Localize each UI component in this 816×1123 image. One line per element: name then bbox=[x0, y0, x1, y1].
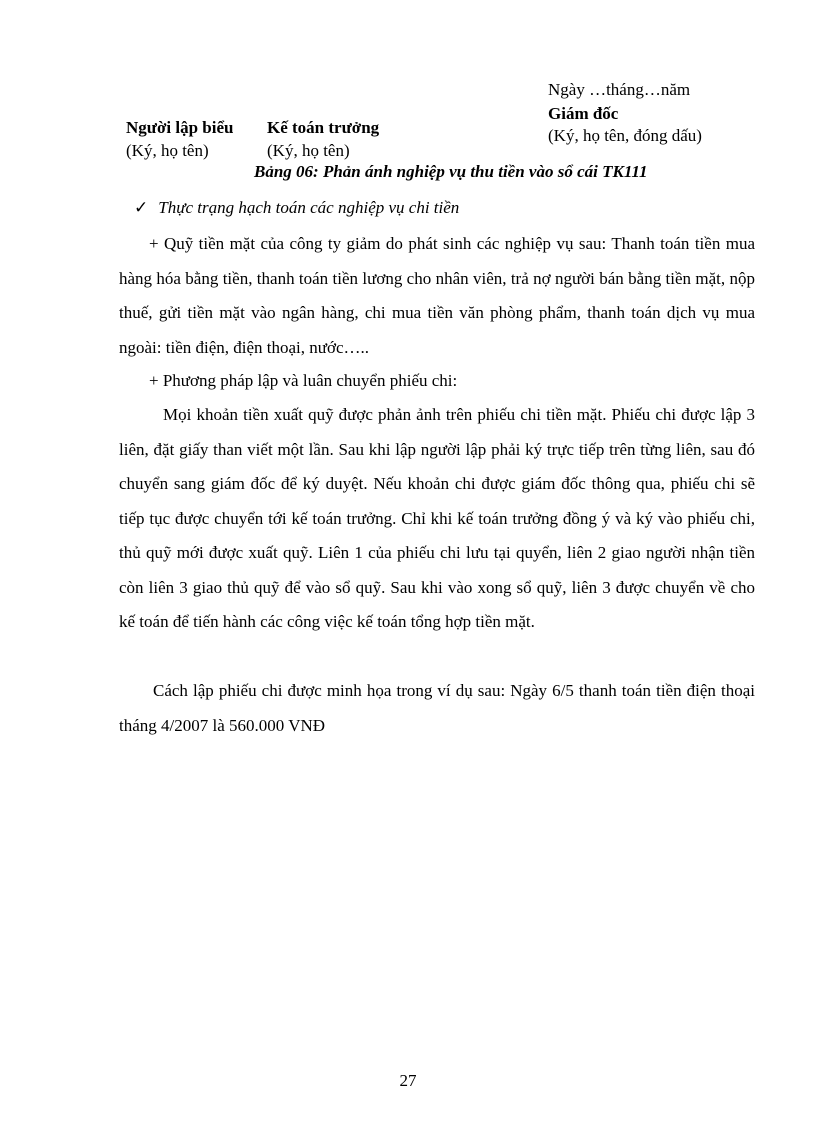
paragraph-decrease-causes: + Quỹ tiền mặt của công ty giảm do phát sinh các nghiệp vụ sau: Thanh toán tiền mua hàng hóa bằng tiền, thanh toán tiền lương cho nhân viên, trả nợ người bán bằng tiền mặt, nộp thuế, gửi tiền mặt vào ngân hàng, chi mua tiền văn phòng phẩm, thanh toán dịch vụ mua ngoài: tiền điện, điện thoại, nước….. bbox=[119, 234, 755, 357]
chief-accountant-title: Kế toán trưởng bbox=[267, 118, 380, 137]
table-caption: Bảng 06: Phản ánh nghiệp vụ thu tiền vào sổ cái TK111 bbox=[254, 162, 648, 181]
checkmark-icon: ✓ bbox=[134, 198, 149, 217]
director-title: Giám đốc bbox=[548, 104, 619, 123]
section-bullet bbox=[134, 198, 459, 218]
paragraph-payment-process: Mọi khoản tiền xuất quỹ được phản ảnh trên phiếu chi tiền mặt. Phiếu chi được lập 3 liên, đặt giấy than viết một lần. Sau khi lập người lập phải ký trực tiếp trên từng liên, sau đó chuyển sang giám đốc để ký duyệt. Nếu khoản chi được giám đốc thông qua, phiếu chi sẽ tiếp tục được chuyển tới kế toán trưởng. Chỉ khi kế toán trưởng đồng ý và ký vào phiếu chi, thủ quỹ mới được xuất quỹ. Liên 1 của phiếu chi lưu tại quyển, liên 2 giao người nhận tiền còn liên 3 giao thủ quỹ để vào sổ quỹ. Sau khi vào xong sổ quỹ, liên 3 được chuyển về cho kế toán để tiến hành các công việc kế toán tổng hợp tiền mặt. bbox=[119, 405, 755, 631]
preparer-title: Người lập biểu bbox=[126, 118, 234, 137]
paragraph-method-heading: + Phương pháp lập và luân chuyển phiếu chi: bbox=[149, 371, 458, 390]
section-bullet-text: Thực trạng hạch toán các nghiệp vụ chi tiền bbox=[158, 198, 460, 217]
page-number: 27 bbox=[399, 1071, 417, 1090]
chief-accountant-note: (Ký, họ tên) bbox=[267, 141, 350, 160]
preparer-note: (Ký, họ tên) bbox=[126, 141, 209, 160]
signature-date-line: Ngày …tháng…năm bbox=[548, 80, 691, 99]
paragraph-example: Cách lập phiếu chi được minh họa trong ví dụ sau: Ngày 6/5 thanh toán tiền điện thoại tháng 4/2007 là 560.000 VNĐ bbox=[119, 681, 755, 735]
director-note: (Ký, họ tên, đóng dấu) bbox=[548, 126, 702, 145]
